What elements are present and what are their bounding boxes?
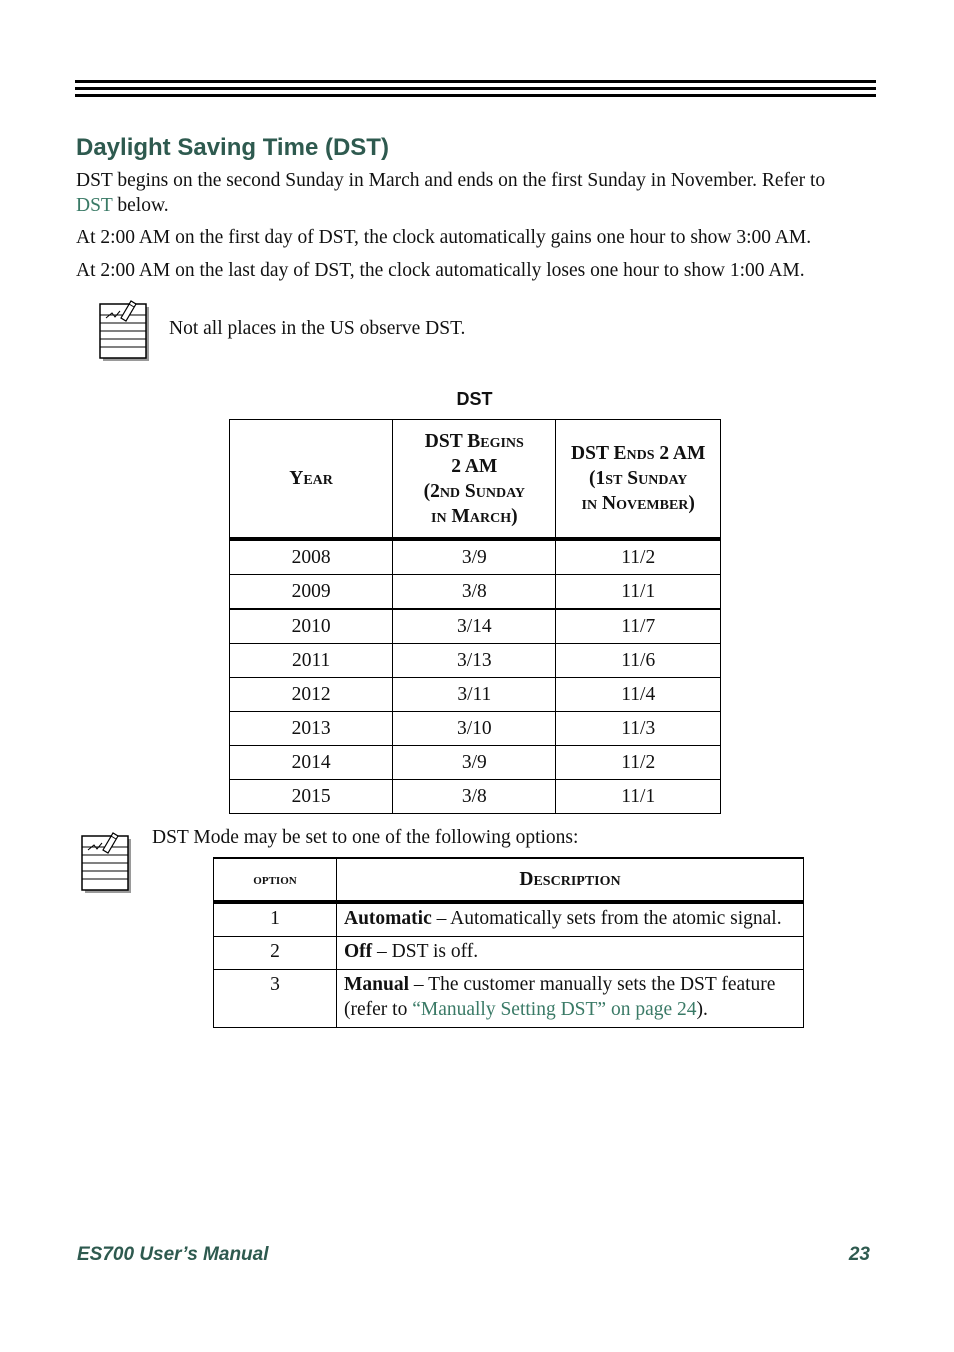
- header-text: in November): [581, 493, 695, 514]
- footer-manual-title: ES700 User’s Manual: [77, 1244, 269, 1265]
- option-name: Manual: [344, 974, 410, 995]
- header-rule-line: [75, 87, 876, 90]
- column-header-description: Description: [337, 858, 804, 902]
- header-text: (2nd Sunday: [423, 480, 526, 502]
- dst-dates-table: [229, 419, 721, 814]
- ends-cell: 11/1: [556, 575, 721, 610]
- ends-cell: 11/1: [556, 780, 721, 814]
- option-description: ).: [696, 999, 708, 1020]
- year-cell: 2012: [230, 678, 393, 712]
- column-header-dst-ends: [556, 420, 721, 540]
- header-text: DST Ends 2 AM: [571, 443, 706, 464]
- notepad-pencil-icon: [98, 298, 152, 364]
- begins-cell: 3/10: [393, 712, 556, 746]
- option-description: – Automatically sets from the atomic signal.: [431, 908, 782, 929]
- year-cell: 2014: [230, 746, 393, 780]
- table-row: [230, 780, 721, 814]
- option-number-cell: 2: [214, 937, 337, 970]
- table-row: [230, 575, 721, 610]
- manually-setting-dst-link[interactable]: “Manually Setting DST” on page 24: [412, 999, 697, 1020]
- paragraph-text: DST begins on the second Sunday in March and ends on the first Sunday in November. Refer to: [76, 170, 826, 191]
- column-header-dst-begins: [393, 420, 556, 540]
- ends-cell: 11/3: [556, 712, 721, 746]
- begins-cell: 3/11: [393, 678, 556, 712]
- begins-cell: 3/13: [393, 644, 556, 678]
- year-cell: 2011: [230, 644, 393, 678]
- table-row: [230, 539, 721, 575]
- table-row: [214, 902, 804, 937]
- option-name: Automatic: [344, 908, 432, 929]
- table-row: [230, 644, 721, 678]
- year-cell: 2013: [230, 712, 393, 746]
- table-row: [230, 712, 721, 746]
- table-row: [230, 746, 721, 780]
- header-rule-line: [75, 80, 876, 83]
- notepad-pencil-icon: [80, 830, 134, 896]
- header-text: DST Begins: [424, 430, 524, 452]
- table-header-row: [230, 420, 721, 540]
- year-cell: 2010: [230, 609, 393, 644]
- paragraph-dst-intro: [76, 168, 866, 218]
- header-text: (1st Sunday: [589, 468, 688, 489]
- ends-cell: 11/6: [556, 644, 721, 678]
- option-description-cell: [337, 902, 804, 937]
- dst-table-link[interactable]: DST: [76, 195, 113, 216]
- footer-page-number: 23: [848, 1244, 870, 1265]
- paragraph-dst-end: At 2:00 AM on the last day of DST, the clock automatically loses one hour to show 1:00 AM.: [76, 260, 805, 281]
- header-text: 2 AM: [451, 455, 498, 477]
- paragraph-text: below.: [112, 195, 169, 216]
- ends-cell: 11/4: [556, 678, 721, 712]
- header-text: Year: [289, 468, 333, 489]
- dst-mode-options-table: [213, 857, 804, 1028]
- table-row: [230, 609, 721, 644]
- section-heading: Daylight Saving Time (DST): [76, 134, 389, 161]
- begins-cell: 3/8: [393, 780, 556, 814]
- column-header-year: [230, 420, 393, 540]
- header-text: in March): [431, 505, 518, 527]
- note-text: DST Mode may be set to one of the following options:: [152, 827, 579, 848]
- header-rule-line: [75, 94, 876, 97]
- begins-cell: 3/9: [393, 539, 556, 575]
- ends-cell: 11/2: [556, 539, 721, 575]
- option-number-cell: 1: [214, 902, 337, 937]
- table-row: [230, 678, 721, 712]
- column-header-option: option: [214, 858, 337, 902]
- paragraph-dst-start: At 2:00 AM on the first day of DST, the clock automatically gains one hour to show 3:00 AM.: [76, 227, 812, 248]
- table-title: DST: [456, 389, 493, 409]
- table-row: [214, 970, 804, 1028]
- ends-cell: 11/2: [556, 746, 721, 780]
- year-cell: 2015: [230, 780, 393, 814]
- note-text: Not all places in the US observe DST.: [169, 318, 466, 339]
- year-cell: 2009: [230, 575, 393, 610]
- table-header-row: [214, 858, 804, 902]
- year-cell: 2008: [230, 539, 393, 575]
- option-number-cell: 3: [214, 970, 337, 1028]
- begins-cell: 3/8: [393, 575, 556, 610]
- table-row: [214, 937, 804, 970]
- ends-cell: 11/7: [556, 609, 721, 644]
- begins-cell: 3/9: [393, 746, 556, 780]
- option-description-cell: [337, 937, 804, 970]
- option-description: – The customer manually sets the DST feature (refer to: [344, 974, 776, 1020]
- option-description: – DST is off.: [372, 941, 479, 962]
- begins-cell: 3/14: [393, 609, 556, 644]
- option-name: Off: [344, 941, 373, 962]
- option-description-cell: [337, 970, 804, 1028]
